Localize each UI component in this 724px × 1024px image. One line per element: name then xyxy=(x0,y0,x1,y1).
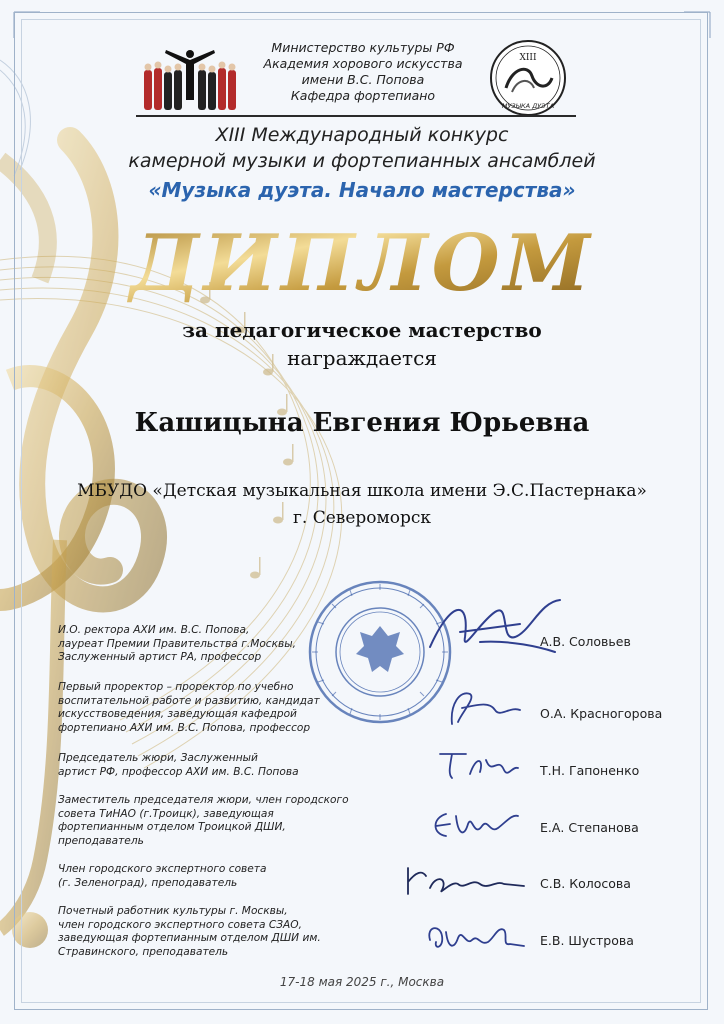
contest-title-line2: камерной музыки и фортепианных ансамблей xyxy=(128,150,596,172)
signatory-4-title-line: преподаватель xyxy=(58,834,144,847)
choir-conductor-logo xyxy=(136,40,244,116)
signatory-2-title-line: фортепиано АХИ им. В.С. Попова, профессор xyxy=(58,721,311,734)
header-line-named-after: имени В.С. Попова xyxy=(301,72,425,87)
recipient-name: Кашицына Евгения Юрьевна xyxy=(134,408,590,438)
signatory-6-title xyxy=(58,905,321,959)
signature-4 xyxy=(428,804,528,850)
contest-title-line3: «Музыка дуэта. Начало мастерства» xyxy=(148,178,576,202)
footer-date-place: 17-18 мая 2025 г., Москва xyxy=(279,975,445,989)
signature-1 xyxy=(420,592,570,662)
signatory-2-name: О.А. Красногорова xyxy=(540,706,663,721)
signatory-1-title xyxy=(58,624,296,665)
muzyka-dueta-emblem xyxy=(488,38,568,118)
signatory-5-title xyxy=(58,863,266,890)
emblem-text: МУЗЫКА ДУЭТА xyxy=(501,102,555,110)
signatory-4-title-line: Заместитель председателя жюри, член городского xyxy=(58,794,349,806)
signatory-3-title-line: артист РФ, профессор АХИ им. В.С. Попова xyxy=(58,765,299,778)
award-reason: за педагогическое мастерство xyxy=(182,318,542,342)
signature-5 xyxy=(400,860,530,900)
signatory-6-title-line: член городского экспертного совета СЗАО, xyxy=(58,918,302,931)
signatory-4-title-line: совета ТиНАО (г.Троицк), заведующая xyxy=(58,807,274,820)
signatory-6-title-line: Почетный работник культуры г. Москвы, xyxy=(58,905,288,917)
recipient-city: г. Североморск xyxy=(292,508,432,528)
signatory-2-title xyxy=(58,681,320,735)
awarded-label: награждается xyxy=(287,346,437,370)
signatory-6-title-line: Стравинского, преподаватель xyxy=(58,945,229,958)
signatory-3-title xyxy=(58,752,299,779)
header-divider xyxy=(136,115,576,117)
emblem-numeral: XIII xyxy=(519,53,537,63)
signatory-3-title-line: Председатель жюри, Заслуженный xyxy=(58,752,258,764)
signature-6 xyxy=(420,916,530,960)
signatory-1-title-line: лауреат Премии Правительства г.Москвы, xyxy=(58,637,297,650)
recipient-school: МБУДО «Детская музыкальная школа имени Э.С.Пастернака» xyxy=(77,481,647,501)
signatory-1-title-line: Заслуженный артист РА, профессор xyxy=(58,651,262,664)
header-line-ministry: Министерство культуры РФ xyxy=(271,40,455,55)
signatory-3-name: Т.Н. Гапоненко xyxy=(540,763,640,778)
signatory-2-title-line: искусствоведения, заведующая кафедрой xyxy=(58,708,297,721)
header-institution-text xyxy=(248,40,478,104)
signatory-4-title-line: фортепианным отделом Троицкой ДШИ, xyxy=(58,821,286,834)
signature-2 xyxy=(440,684,530,734)
diploma-title-text: ДИПЛОМ xyxy=(129,218,595,306)
signatory-4-name: Е.А. Степанова xyxy=(540,820,639,835)
signatory-6-title-line: заведующая фортепианным отделом ДШИ им. xyxy=(58,932,321,945)
signatory-5-title-line: Член городского экспертного совета xyxy=(58,863,267,875)
contest-title-line1: XIII Международный конкурс xyxy=(215,124,509,146)
signatory-6-name: Е.В. Шустрова xyxy=(540,933,634,948)
header-line-academy: Академия хорового искусства xyxy=(263,56,463,71)
signatory-2-title-line: Первый проректор – проректор по учебно xyxy=(58,681,294,693)
signatory-2-title-line: воспитательной работе и развитию, кандидат xyxy=(58,694,320,707)
signatory-5-title-line: (г. Зеленоград), преподаватель xyxy=(58,876,238,889)
signatory-4-title xyxy=(58,794,349,848)
signatory-5-name: С.В. Колосова xyxy=(540,876,631,891)
signatory-1-name: А.В. Соловьев xyxy=(540,634,631,649)
signature-3 xyxy=(436,746,526,786)
header-line-department: Кафедра фортепиано xyxy=(290,88,436,103)
signatory-1-title-line: И.О. ректора АХИ им. В.С. Попова, xyxy=(58,624,250,636)
diploma-title xyxy=(110,218,614,306)
